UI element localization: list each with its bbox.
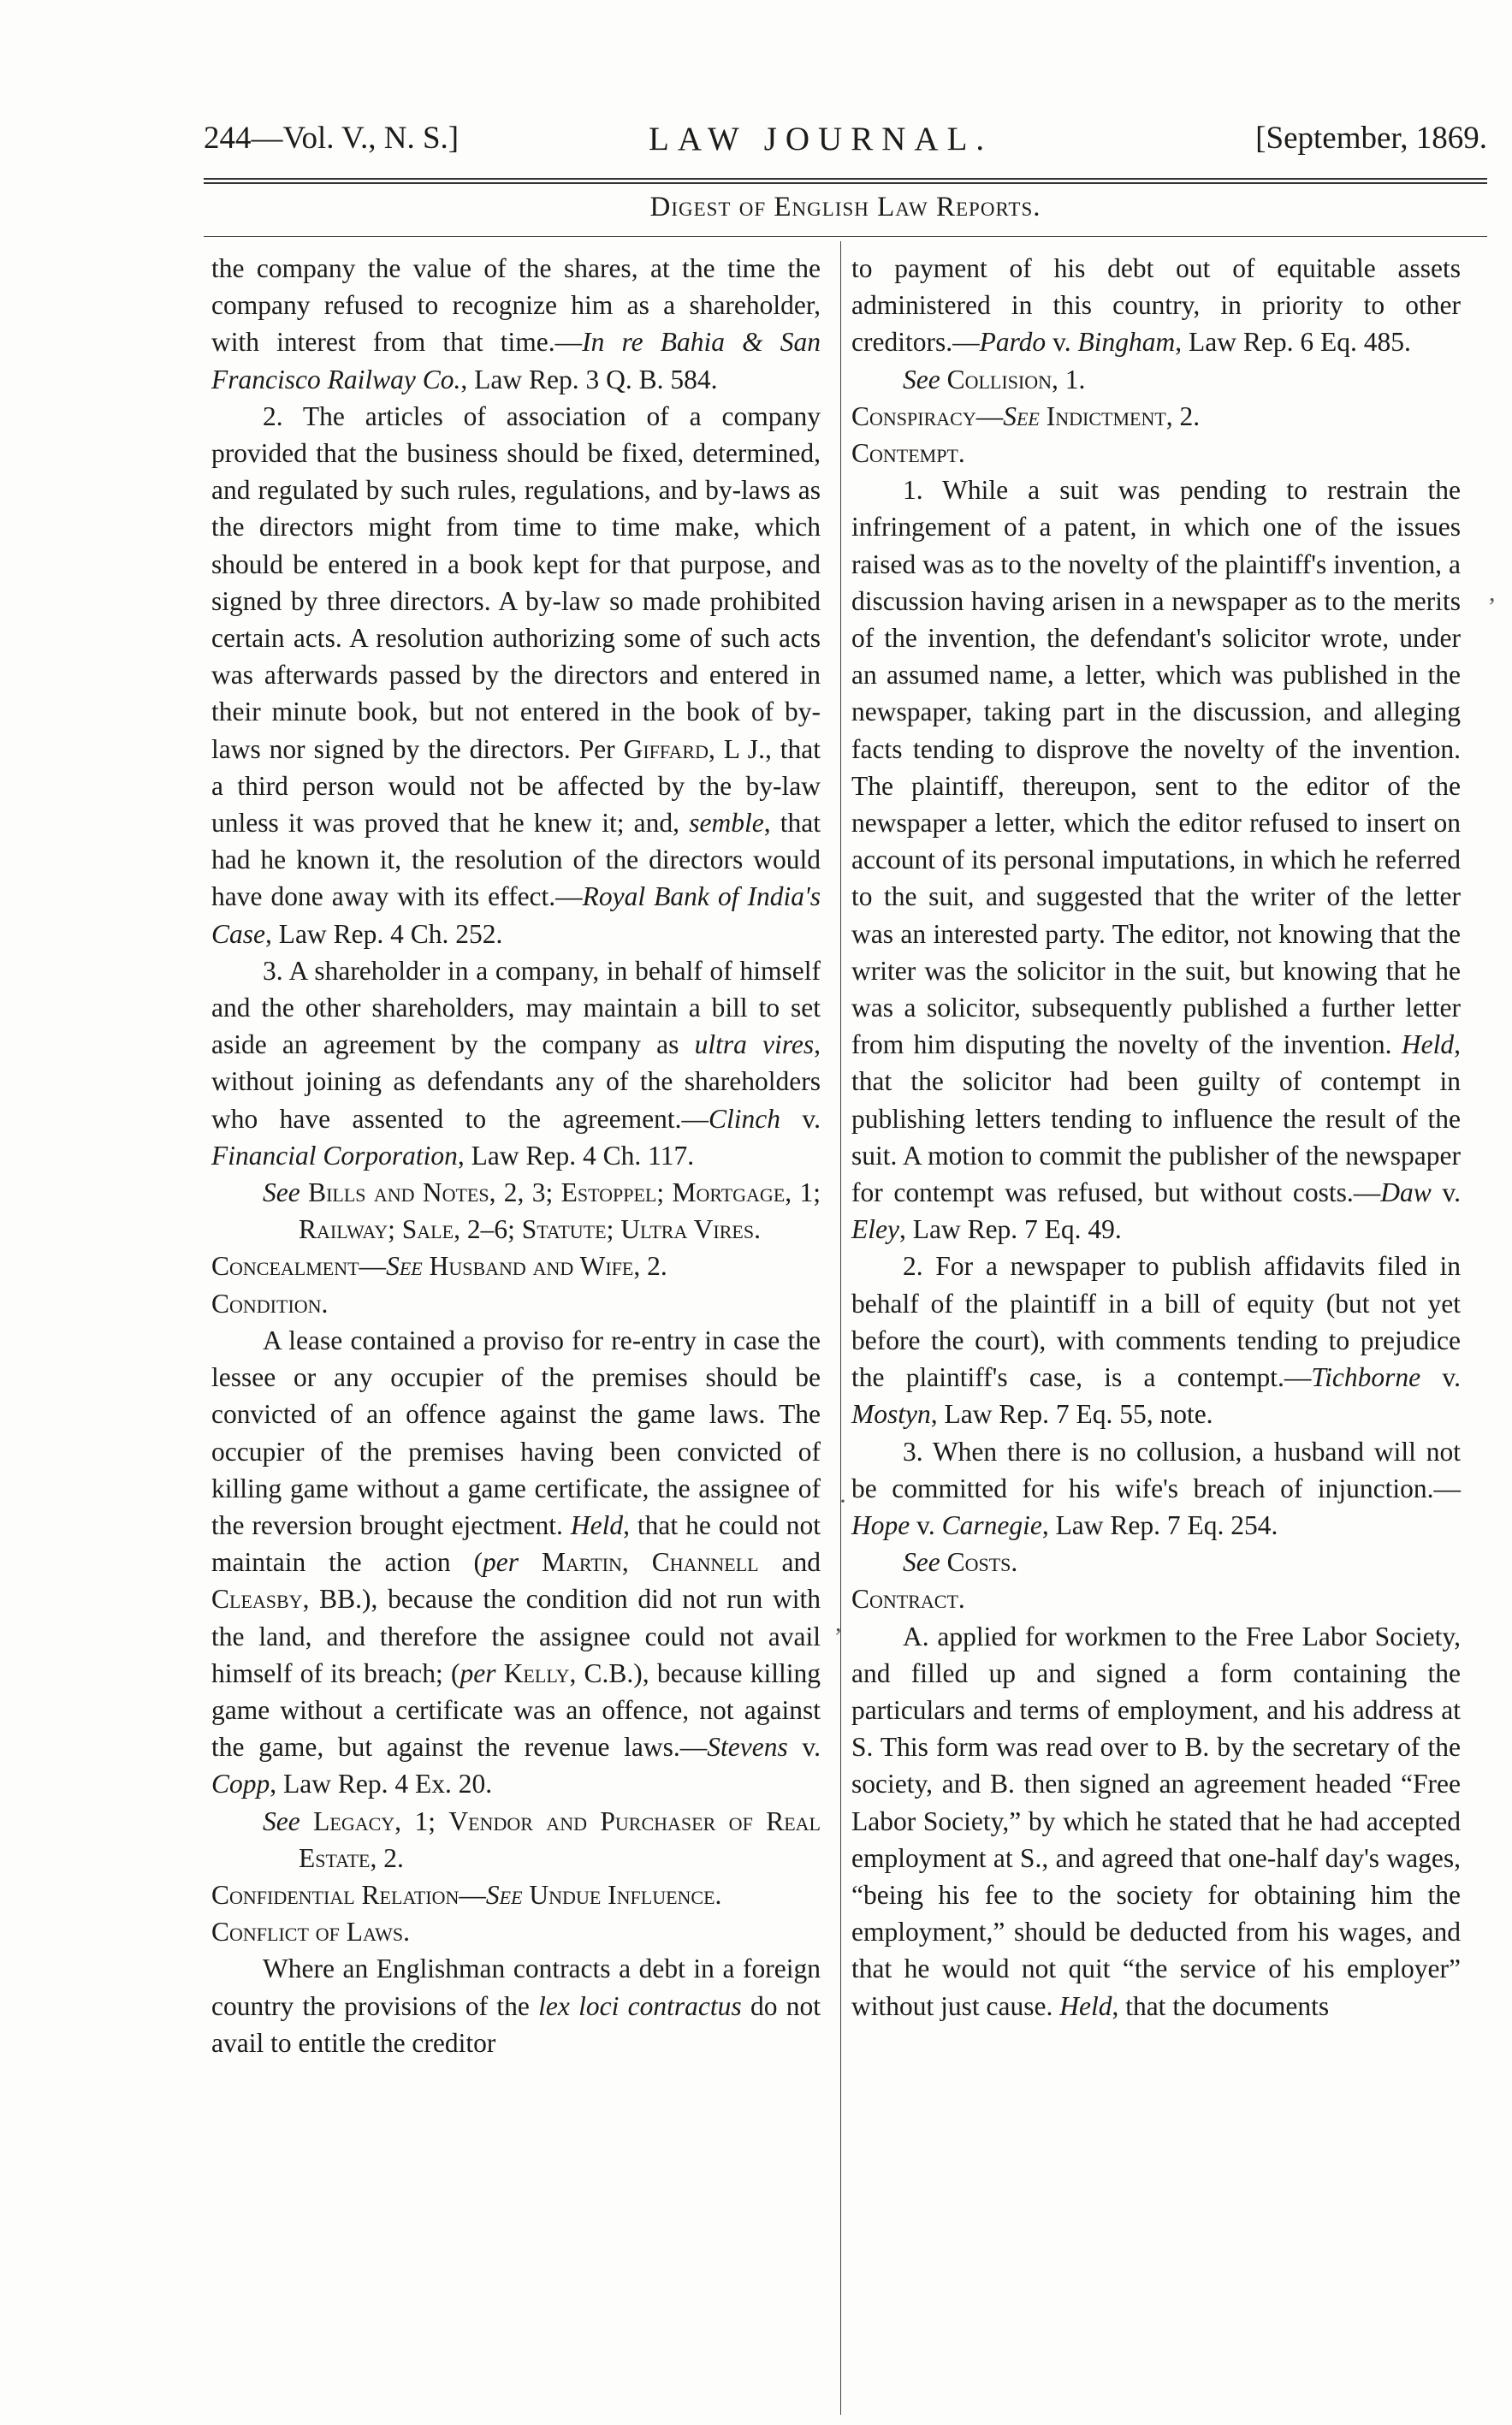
digest-heading: Condition. [211,1288,329,1319]
journal-title: LAW JOURNAL. [649,121,993,157]
digest-heading: Contract. [851,1584,965,1615]
margin-mark: , [835,1609,842,1637]
header-rule [204,182,1487,184]
digest-heading: Contempt. [851,438,965,469]
digest-paragraph: See Bills and Notes, 2, 3; Estoppel; Mortgage, 1; Railway; Sale, 2–6; Statute; Ultra Vires. [263,1177,821,1245]
digest-paragraph: 2. For a newspaper to publish affidavits filed in behalf of the plaintiff in a bill of equity (but not yet before the court), with comments tending to prejudice the plaintiff's case, is a contempt.—Tichborne v. Mostyn, Law Rep. 7 Eq. 55, note. [851,1251,1461,1430]
digest-heading: Conspiracy—See Indictment, 2. [851,400,1201,431]
digest-paragraph: 3. When there is no collusion, a husband will not be committed for his wife's breach of injunction.—Hope v. Carnegie, Law Rep. 7 Eq. 254. [851,1436,1461,1540]
left-column [211,250,821,2061]
digest-paragraph: to payment of his debt out of equitable assets administered in this country, in priority to other creditors.—Pardo v. Bingham, Law Rep. 6 Eq. 485. [851,253,1461,358]
digest-paragraph: See Costs. [903,1547,1018,1578]
digest-heading: Concealment—See Husband and Wife, 2. [211,1251,667,1282]
digest-paragraph: 3. A shareholder in a company, in behalf of himself and the other shareholders, may maintain a bill to set aside an agreement by the company as ultra vires, without joining as defendants any of the shareholders who have assented to the agreement.—Clinch v. Financial Corporation, Law Rep. 4 Ch. 117. [211,955,821,1171]
digest-paragraph: A. applied for workmen to the Free Labor Society, and filled up and signed a form containing the particulars and terms of employment, and his address at S. This form was read over to B. by the secretary of the society, and B. then signed an agreement headed “Free Labor Society,” by which he stated that he had accepted employment at S., and agreed that one-half day's wages, “being his fee to the society for obtaining him the employment,” should be deducted from his wages, and that he would not quit “the service of his employer” without just cause. Held, that the documents [851,1621,1461,2021]
margin-mark: · [839,1487,847,1515]
digest-paragraph: 1. While a suit was pending to restrain the infringement of a patent, in which one of the issues raised was as to the novelty of the plaintiff's invention, a discussion having arisen in a newspaper as to the merits of the invention, the defendant's solicitor wrote, under an assumed name, a letter, which was published in the newspaper, taking part in the discussion, and alleging facts tending to disprove the novelty of the invention. The plaintiff, thereupon, sent to the editor of the newspaper a letter, which the editor refused to insert on account of its personal imputations, in which he referred to the suit, and suggested that the writer of the letter was an interested party. The editor, not knowing that the writer was the solicitor in the suit, but knowing that he was a solicitor, subsequently published a further letter from him disputing the novelty of the invention. Held, that the solicitor had been guilty of contempt in publishing letters tending to influence the result of the suit. A motion to commit the publisher of the newspaper for contempt was refused, but without costs.—Daw v. Eley, Law Rep. 7 Eq. 49. [851,475,1461,1245]
section-title: Digest of English Law Reports. [649,192,1041,222]
running-head [204,120,1487,171]
issue-date: [September, 1869. [1255,121,1487,156]
digest-heading: Conflict of Laws. [211,1917,411,1948]
digest-paragraph: the company the value of the shares, at the time the company refused to recognize him as a shareholder, with interest from that time.—In re Bahia & San Francisco Railway Co., Law Rep. 3 Q. B. 584. [211,253,821,394]
digest-heading: Confidential Relation—See Undue Influence. [211,1879,722,1910]
digest-paragraph: A lease contained a proviso for re-entry in case the lessee or any occupier of the premises should be convicted of an offence against the game laws. The occupier of the premises having been convicted of killing game without a game certificate, the assignee of the reversion brought ejectment. Held, that he could not maintain the action (per Martin, Channell and Cleasby, BB.), because the condition did not run with the land, and therefore the assignee could not avail himself of its breach; (per Kelly, C.B.), because killing game without a certificate was an offence, not against the game, but against the revenue laws.—Stevens v. Copp, Law Rep. 4 Ex. 20. [211,1325,821,1799]
header-rule [204,178,1487,180]
right-column [851,250,1461,2025]
column-divider [840,241,841,2415]
volume-label: 244—Vol. V., N. S.] [204,121,460,156]
digest-paragraph: See Collision, 1. [903,364,1086,394]
section-rule [204,236,1487,237]
margin-mark: , [1489,578,1496,607]
digest-paragraph: 2. The articles of association of a company provided that the business should be fixed, determined, and regulated by such rules, regulations, and by-laws as the directors might from time to time make, which should be entered in a book kept for that purpose, and signed by three directors. A by-law so made prohibited certain acts. A resolution authorizing some of such acts was afterwards passed by the directors and entered in their minute book, but not entered in the book of by-laws nor signed by the directors. Per Giffard, L J., that a third person would not be affected by the by-law unless it was proved that he knew it; and, semble, that had he known it, the resolution of the directors would have done away with its effect.—Royal Bank of India's Case, Law Rep. 4 Ch. 252. [211,400,821,949]
digest-paragraph: See Legacy, 1; Vendor and Purchaser of Real Estate, 2. [263,1805,821,1873]
digest-paragraph: Where an Englishman contracts a debt in a foreign country the provisions of the lex loci contractus do not avail to entitle the creditor [211,1954,821,2058]
